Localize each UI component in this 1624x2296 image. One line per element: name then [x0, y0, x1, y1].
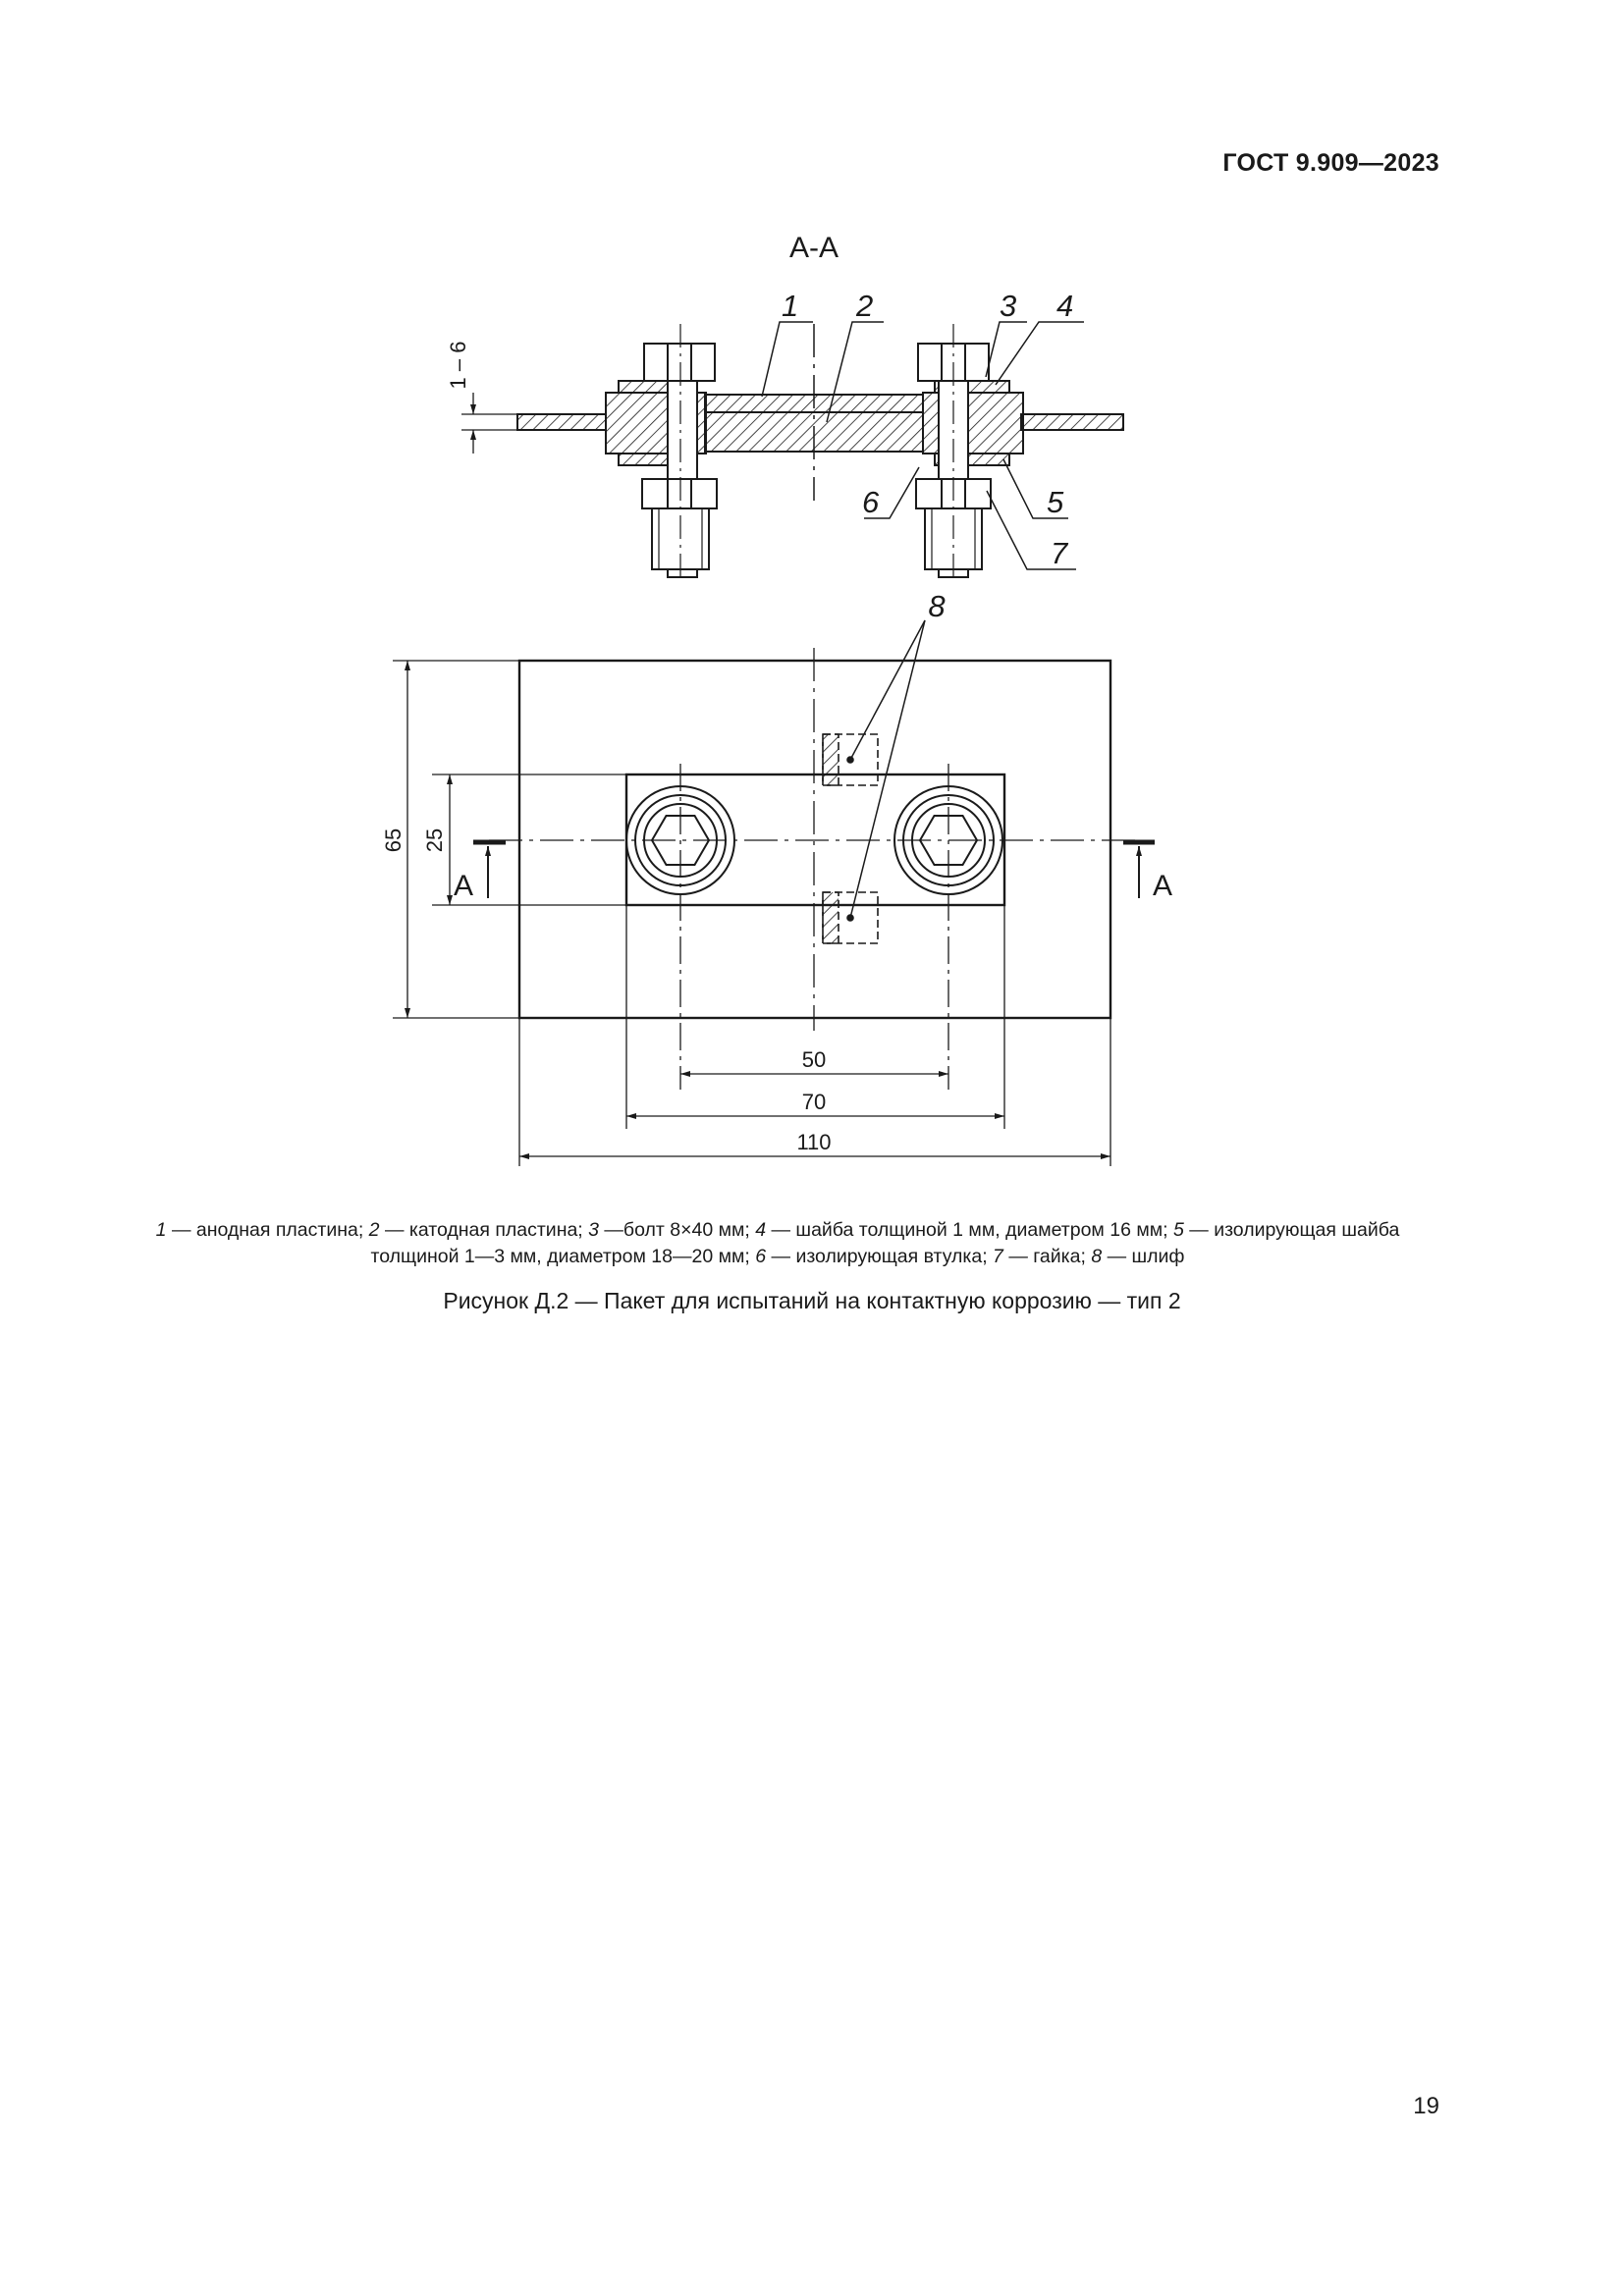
legend-text-1: — анодная пластина; [166, 1219, 369, 1241]
callout-3: 3 [1000, 289, 1017, 323]
legend-num-7: 7 [993, 1246, 1003, 1267]
bolt-assembly-right [916, 324, 1023, 581]
legend-num-3: 3 [588, 1219, 600, 1241]
plate-extension-right [1021, 414, 1123, 430]
dimension-70-label: 70 [801, 1090, 827, 1114]
section-mark-right: А [1152, 870, 1173, 902]
plate-extension-left [517, 414, 606, 430]
dimension-thickness [461, 393, 517, 454]
legend-text-2: — катодная пластина; [379, 1219, 589, 1241]
legend-text-7: — гайка; [1002, 1246, 1092, 1267]
dimension-height-total [393, 661, 518, 1018]
dimension-65-label: 65 [381, 828, 406, 853]
callout-7: 7 [1051, 536, 1068, 570]
section-cut-right [1123, 842, 1155, 898]
callout-8-leaders [850, 620, 925, 918]
document-standard-header: ГОСТ 9.909—2023 [1222, 149, 1439, 177]
bolt-head-left [644, 344, 715, 381]
dimension-25-label: 25 [422, 828, 447, 853]
legend-num-2: 2 [368, 1219, 380, 1241]
section-cut-left [473, 842, 506, 898]
thickness-label: 1 – 6 [446, 341, 470, 390]
legend-num-4: 4 [755, 1219, 767, 1241]
dimension-50-label: 50 [801, 1047, 827, 1072]
callout-6: 6 [862, 485, 880, 519]
legend-text-8: — шлиф [1102, 1246, 1185, 1267]
callout-1: 1 [782, 289, 799, 323]
figure-legend [116, 1217, 1439, 1270]
nut-left [642, 479, 717, 508]
plate-anode [705, 395, 923, 412]
plate-cathode [705, 412, 923, 452]
section-title: А-А [788, 232, 839, 264]
section-mark-left: А [453, 870, 474, 902]
bolt-assembly-left [606, 324, 717, 581]
outer-plate [519, 661, 1110, 1018]
legend-num-8: 8 [1091, 1246, 1103, 1267]
legend-text-4: — шайба толщиной 1 мм, диаметром 16 мм; [766, 1219, 1173, 1241]
legend-text-6: — изолирующая втулка; [766, 1246, 994, 1267]
legend-num-1: 1 [155, 1219, 167, 1241]
page-number: 19 [1413, 2093, 1439, 2119]
callout-5: 5 [1047, 485, 1064, 519]
bottom-extension-lines [519, 906, 1110, 1166]
callout-2: 2 [856, 289, 874, 323]
plan-view [393, 620, 1155, 1166]
callout-8: 8 [928, 589, 946, 623]
legend-num-6: 6 [755, 1246, 767, 1267]
legend-num-5: 5 [1173, 1219, 1184, 1241]
legend-text-3: —болт 8×40 мм; [599, 1219, 756, 1241]
dimension-110-label: 110 [796, 1130, 832, 1154]
callout-4: 4 [1056, 289, 1074, 323]
legend-text-5: — изолирующая шайба толщиной 1—3 мм, диаметром 18—20 мм; [370, 1219, 1400, 1267]
section-view [461, 322, 1123, 581]
figure-caption: Рисунок Д.2 — Пакет для испытаний на контактную коррозию — тип 2 [443, 1288, 1181, 1313]
